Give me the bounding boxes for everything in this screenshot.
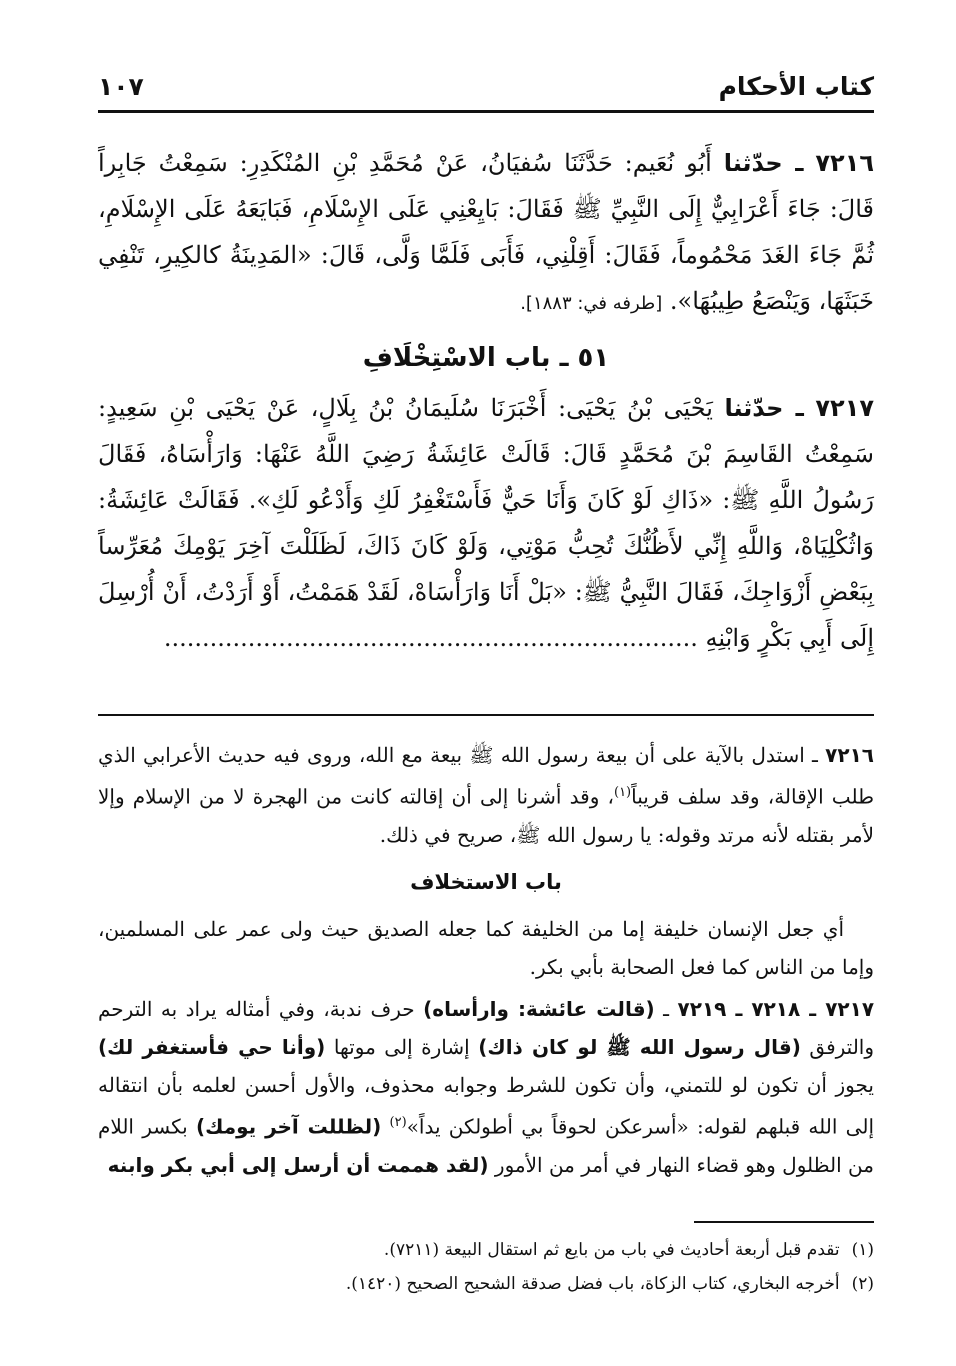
commentary-text: بكسر اللام من الظلول وهو قضاء النهار في أمر من الأمور — [98, 1114, 874, 1177]
hadith-lead-word: حدّثنا — [723, 149, 783, 177]
hadith-lead-word: حدّثنا — [724, 394, 784, 422]
commentary-heading: باب الاستخلاف — [410, 870, 562, 894]
commentary-7216 — [98, 736, 874, 854]
quote-3: (وأنا حي فأستغفر لك) — [98, 1035, 326, 1059]
footnote-text: أخرجه البخاري، كتاب الزكاة، باب فضل صدقة الشحيح الصحيح (١٤٢٠). — [345, 1274, 840, 1294]
footnote-2 — [98, 1270, 874, 1298]
footnote-mark: (٢) — [851, 1274, 874, 1294]
chapter-title: كتاب الأحكام — [718, 72, 874, 101]
hadith-7216: ٧٢١٦ ـ حدّثنا أَبُو نُعَيم: حَدَّثَنَا سُفيَانُ، عَنْ مُحَمَّدِ بْنِ المُنْكَدِرِ: سَمِعْتُ جَابِراً قَالَ: جَاءَ أَعْرَابِيٌّ إِلَى النَّبِيِّ ﷺ فَقَالَ: بَايِعْنِي عَلَى الإِسْلَامِ، فَبَايَعَهُ عَلَى الإِسْلَامِ، ثُمَّ جَاءَ الغَدَ مَحْمُوماً، فَقَالَ: أَقِلْنِي، فَأَبَى فَلَمَّا وَلَّى، قَالَ: «المَدِينَةُ كالكِيرِ، تَنْفِي خَبَثَهَا، وَيَنْصَعُ طِيبُهَا». [طرفه في: ١٨٨٣]. — [98, 149, 874, 315]
page-number: ١٠٧ — [98, 72, 144, 101]
footnote-marker: (١) — [613, 785, 632, 800]
commentary-numbers: ٧٢١٧ ـ ٧٢١٨ ـ ٧٢١٩ — [677, 997, 875, 1021]
footnote-text: تقدم قبل أربعة أحاديث في باب من بايع ثم استقال البيعة (٧٢١١). — [383, 1240, 840, 1260]
commentary-text: يجوز أن تكون لو للتمني، وأن تكون للشرط وجوابه محذوف، والأول أحسن لعلمه بأن انتقاله إلى الله قبلهم لقوله: «أسرعكن لحوقاً بي أطولكن يداً» — [98, 1073, 875, 1139]
quote-2: (قال رسول الله ﷺ لو كان ذاك) — [478, 1035, 801, 1059]
quote-4: (لظللت آخر يومك) — [196, 1114, 382, 1139]
footnote-separator — [694, 1221, 874, 1223]
footnote-mark: (١) — [851, 1240, 874, 1260]
commentary-text-cont: ، وقد أشرنا إلى أن إقالته كانت من الهجرة لا من الإسلام وإلا لأمر بقتله لأنه مرتد وقوله: يا رسول الله ﷺ، صريح في ذلك. — [98, 784, 874, 847]
chapter-heading: ٥١ ـ باب الاسْتِخْلَافِ — [362, 343, 610, 373]
commentary-number: ٧٢١٦ — [825, 743, 874, 767]
hadith-number: ٧٢١٦ — [815, 149, 874, 177]
text-separator-rule — [98, 714, 874, 716]
hadith-cross-reference: [طرفه في: ١٨٨٣]. — [520, 293, 663, 314]
commentary-text: ـ استدل بالآية على أن بيعة رسول الله ﷺ بيعة مع الله، وروى فيه حديث الأعرابي الذي طلب الإقالة، وقد سلف قريباً — [98, 743, 874, 809]
footnote-marker: (٢) — [389, 1115, 407, 1130]
commentary-bab: أي جعل الإنسان خليفة إما من الخليفة كما جعله الصديق حيث ولى عمر على المسلمين، وإما من الناس كما فعل الصحابة بأبي بكر. — [98, 917, 874, 979]
quote-1: (قالت عائشة: وارأساه) — [423, 997, 655, 1021]
hadith-text: يَحْيَى بْنُ يَحْيَى: أَخْبَرَنَا سُلَيمَانُ بْنُ بِلَالٍ، عَنْ يَحْيَى بْنِ سَعِيدٍ: سَمِعْتُ القَاسِمَ بْنَ مُحَمَّدٍ قَالَ: قَالَتْ عَائِشَةُ رَضِيَ اللَّهُ عَنْهَا: وَارَأْسَاهُ، فَقَالَ رَسُولُ اللَّهِ ﷺ: «ذَاكِ لَوْ كَانَ وَأَنَا حَيٌّ فَأَسْتَغْفِرُ لَكِ وَأَدْعُو لَكِ». فَقَالَتْ عَائِشَةُ: وَاثُكْلِيَاهْ، وَاللَّهِ إِنِّي لأَظُنُّكَ تُحِبُّ مَوْتِي، وَلَوْ كَانَ ذَاكَ، لَظَلَلْتَ آخِرَ يَوْمِكَ مُعَرِّساً بِبَعْضِ أَزْوَاجِكَ، فَقَالَ النَّبِيُّ ﷺ: «بَلْ أَنَا وَارَأْسَاهْ، لَقَدْ هَمَمْتُ، أَوْ أَرَدْتُ، أَنْ أُرْسِلَ إِلَى أَبِي بَكْرٍ وَابْنِهِ — [98, 394, 874, 652]
hadith-number: ٧٢١٧ — [815, 394, 874, 422]
footnote-1 — [98, 1236, 874, 1264]
commentary-text: حرف ندبة، وفي أمثاله يراد به الترحم والترفق — [98, 997, 875, 1059]
hadith-7217: ٧٢١٧ ـ حدّثنا يَحْيَى بْنُ يَحْيَى: أَخْبَرَنَا سُلَيمَانُ بْنُ بِلَالٍ، عَنْ يَحْيَى بْنِ سَعِيدٍ: سَمِعْتُ القَاسِمَ بْنَ مُحَمَّدٍ قَالَ: قَالَتْ عَائِشَةُ رَضِيَ اللَّهُ عَنْهَا: وَارَأْسَاهُ، فَقَالَ رَسُولُ اللَّهِ ﷺ: «ذَاكِ لَوْ كَانَ وَأَنَا حَيٌّ فَأَسْتَغْفِرُ لَكِ وَأَدْعُو لَكِ». فَقَالَتْ عَائِشَةُ: وَاثُكْلِيَاهْ، وَاللَّهِ إِنِّي لأَظُنُّكَ تُحِبُّ مَوْتِي، وَلَوْ كَانَ ذَاكَ، لَظَلَلْتَ آخِرَ يَوْمِكَ مُعَرِّساً بِبَعْضِ أَزْوَاجِكَ، فَقَالَ النَّبِيُّ ﷺ: «بَلْ أَنَا وَارَأْسَاهْ، لَقَدْ هَمَمْتُ، أَوْ أَرَدْتُ، أَنْ أُرْسِلَ إِلَى أَبِي بَكْرٍ وَابْنِهِ ...................................................................... — [98, 394, 874, 652]
running-header — [98, 70, 874, 113]
commentary-7217: ٧٢١٧ ـ ٧٢١٨ ـ ٧٢١٩ ـ (قالت عائشة: وارأساه) حرف ندبة، وفي أمثاله يراد به الترحم والترفق (قال رسول الله ﷺ لو كان ذاك) إشارة إلى موتها (وأنا حي فأستغفر لك) يجوز أن تكون لو للتمني، وأن تكون للشرط وجوابه محذوف، والأول أحسن لعلمه بأن انتقاله إلى الله قبلهم لقوله: «أسرعكن لحوقاً بي أطولكن يداً»$^{(٢)}$ (لظللت آخر يومك) بكسر اللام من الظلول وهو قضاء النهار في أمر من الأمور (لقد هممت أن أرسل إلى أبي بكر وابنه — [98, 997, 875, 1177]
quote-5: (لقد هممت أن أرسل إلى أبي بكر وابنه — [107, 1152, 489, 1177]
ellipsis-dots: ...................................................................... — [163, 624, 698, 652]
hadith-text: أَبُو نُعَيم: حَدَّثَنَا سُفيَانُ، عَنْ مُحَمَّدِ بْنِ المُنْكَدِرِ: سَمِعْتُ جَابِراً قَالَ: جَاءَ أَعْرَابِيٌّ إِلَى النَّبِيِّ ﷺ فَقَالَ: بَايِعْنِي عَلَى الإِسْلَامِ، فَبَايَعَهُ عَلَى الإِسْلَامِ، ثُمَّ جَاءَ الغَدَ مَحْمُوماً، فَقَالَ: أَقِلْنِي، فَأَبَى فَلَمَّا وَلَّى، قَالَ: «المَدِينَةُ كالكِيرِ، تَنْفِي خَبَثَهَا، وَيَنْصَعُ طِيبُهَا». — [98, 149, 874, 315]
commentary-text: إشارة إلى موتها — [333, 1035, 470, 1059]
